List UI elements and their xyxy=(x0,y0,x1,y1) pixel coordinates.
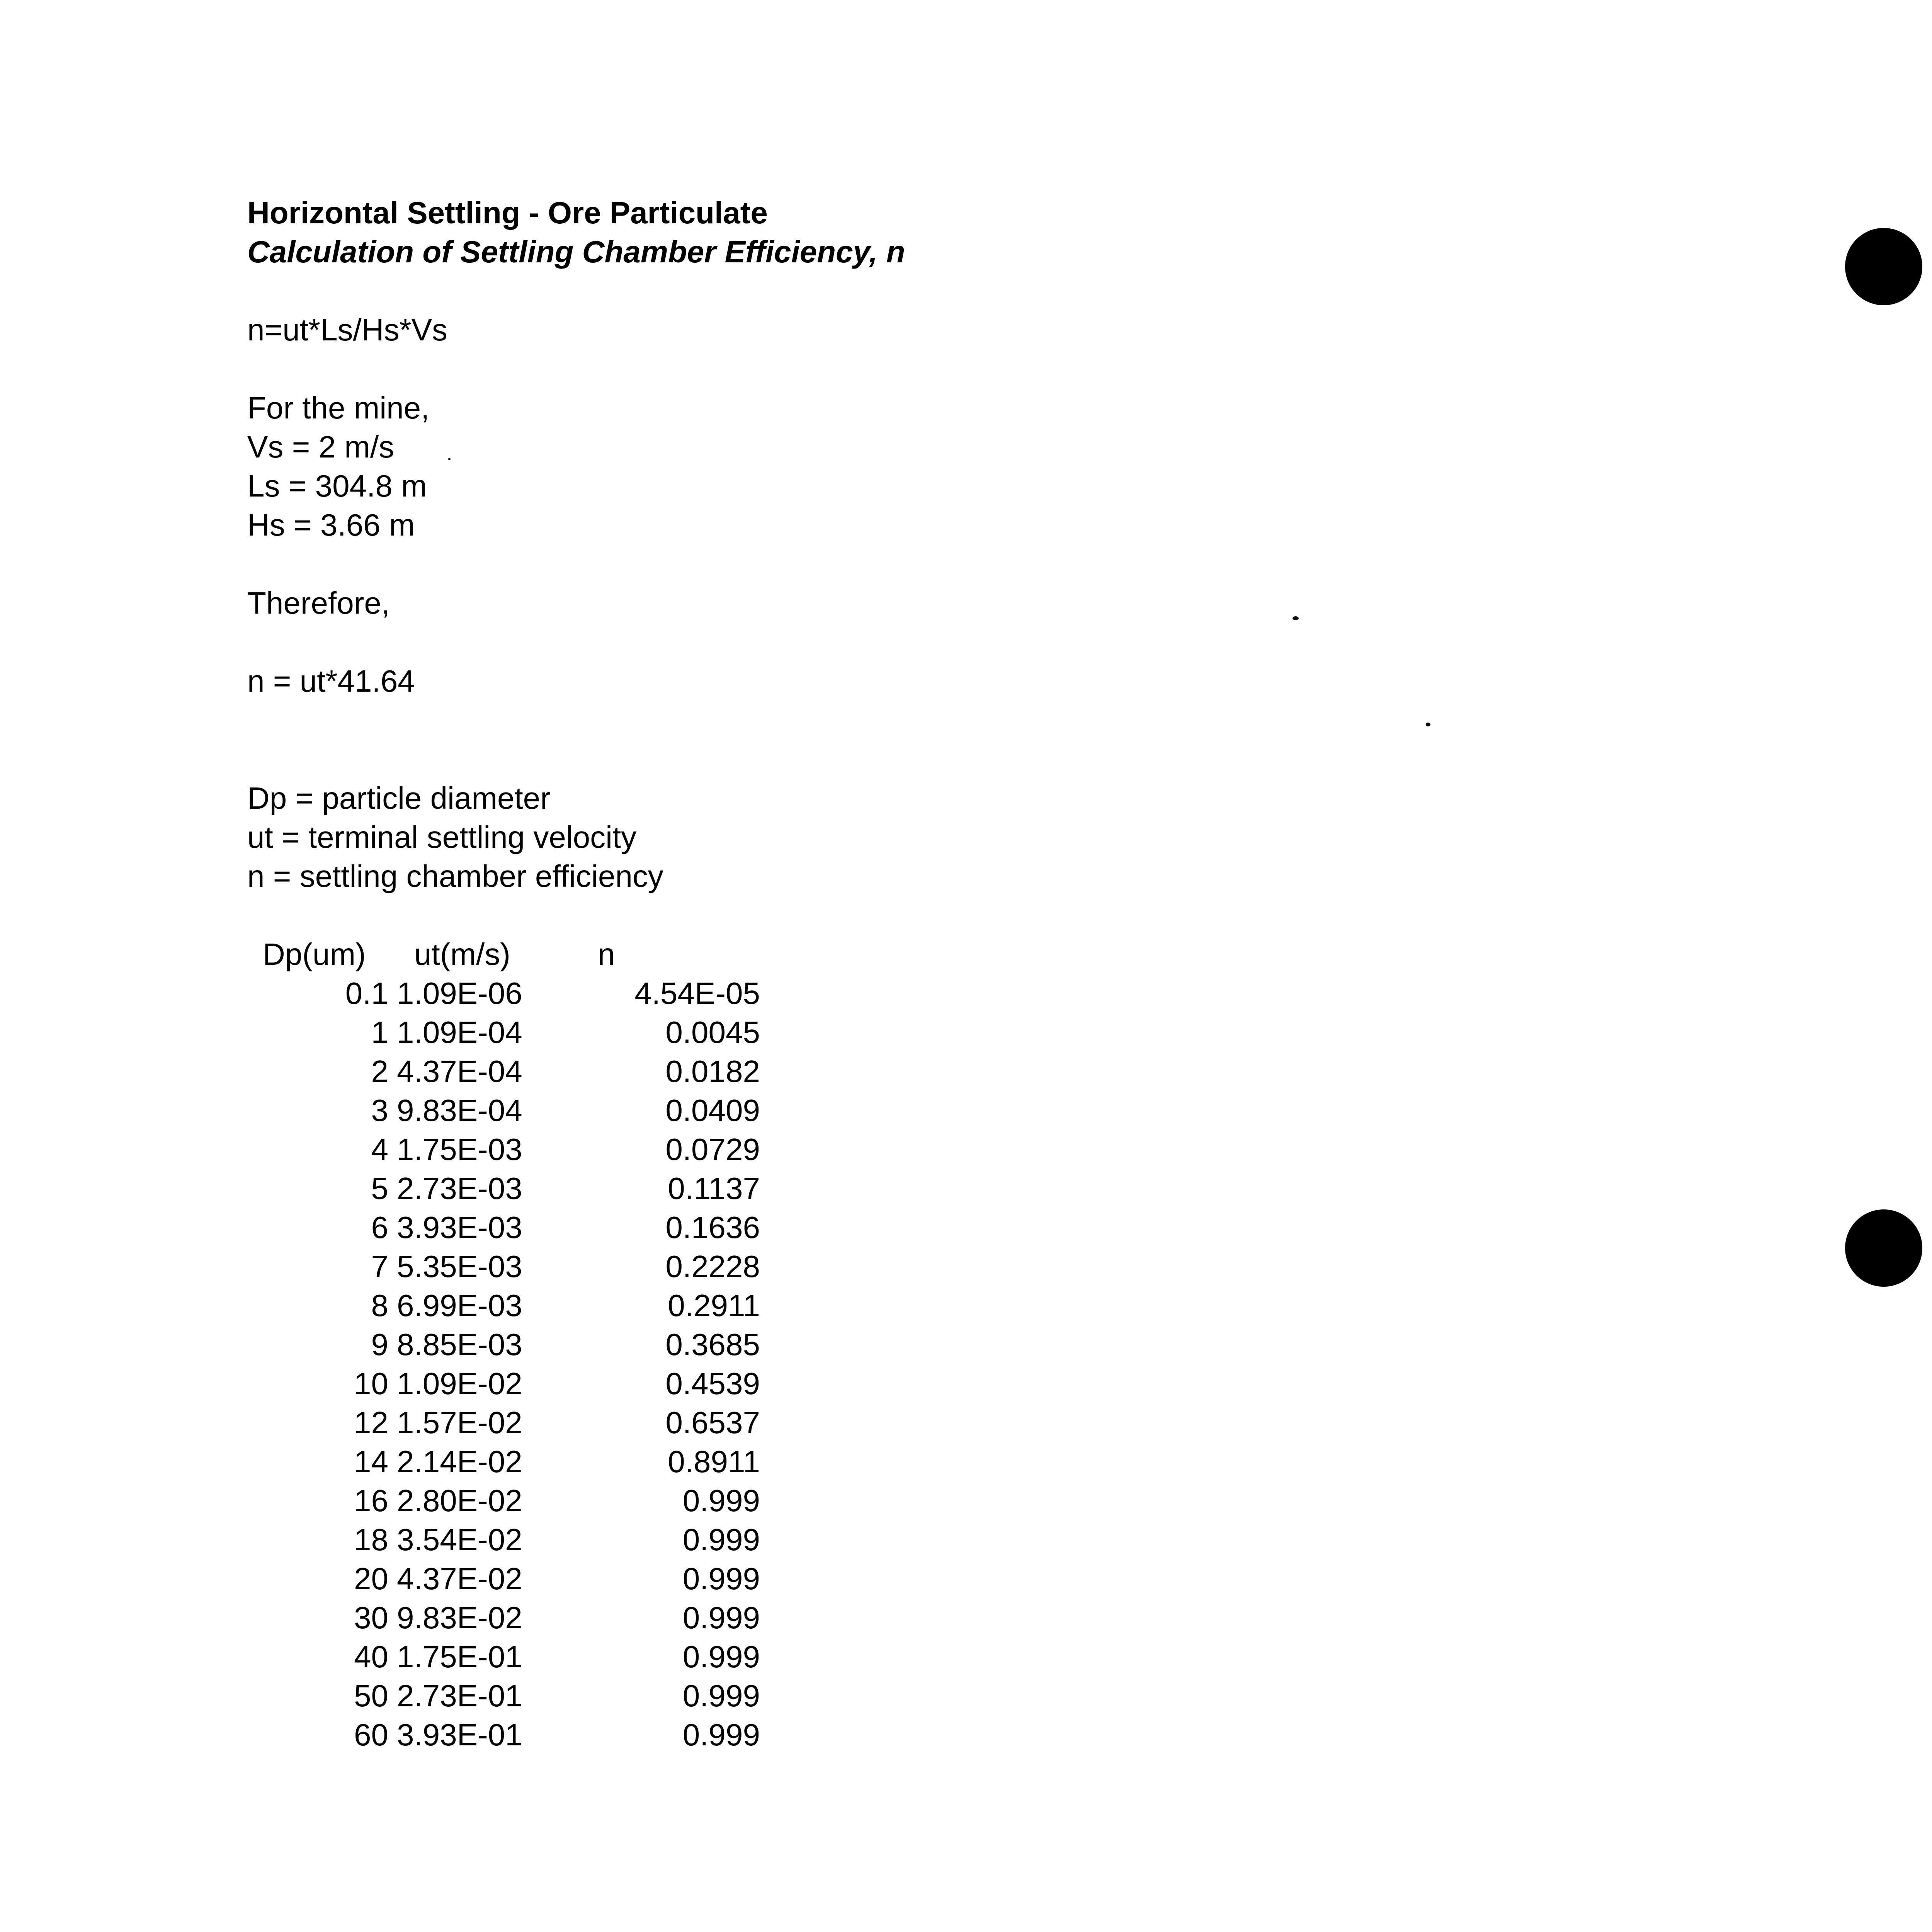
cell-dp: 6 xyxy=(371,1210,388,1245)
table-row xyxy=(247,1325,760,1364)
cell-dp: 18 xyxy=(354,1522,388,1557)
spacer xyxy=(247,896,1252,935)
cell-dp: 50 xyxy=(354,1679,388,1713)
cell-dp: 40 xyxy=(354,1639,388,1674)
cell-dp: 7 xyxy=(371,1249,388,1284)
cell-ut: 1.75E-03 xyxy=(397,1132,522,1167)
table-row xyxy=(247,974,760,1013)
cell-n: 0.2228 xyxy=(665,1249,760,1284)
cell-n: 0.999 xyxy=(682,1522,760,1557)
table-row xyxy=(247,1247,760,1286)
cell-n: 0.2911 xyxy=(668,1288,760,1323)
spacer xyxy=(247,701,1252,779)
spacer xyxy=(247,544,1252,583)
efficiency-formula: n=ut*Ls/Hs*Vs xyxy=(247,313,448,347)
cell-n: 0.999 xyxy=(682,1561,760,1596)
given-hs: Hs = 3.66 m xyxy=(247,508,415,542)
cell-ut: 8.85E-03 xyxy=(397,1327,522,1362)
scan-speck xyxy=(1426,723,1430,726)
cell-ut: 6.99E-03 xyxy=(397,1288,522,1323)
cell-ut: 4.37E-04 xyxy=(397,1054,522,1088)
cell-dp: 60 xyxy=(354,1718,388,1752)
definition-dp: Dp = particle diameter xyxy=(247,781,551,815)
cell-n: 0.0729 xyxy=(665,1132,760,1167)
table-header-row xyxy=(247,935,760,974)
given-ls: Ls = 304.8 m xyxy=(247,469,427,503)
binder-hole xyxy=(1845,228,1922,305)
document-content xyxy=(247,193,1252,1754)
table-row xyxy=(247,1442,760,1481)
cell-n: 0.0409 xyxy=(665,1093,760,1128)
cell-ut: 2.80E-02 xyxy=(397,1483,522,1518)
cell-ut: 2.73E-01 xyxy=(397,1679,522,1713)
cell-ut: 9.83E-04 xyxy=(397,1093,522,1128)
result-formula: n = ut*41.64 xyxy=(247,664,415,698)
binder-hole xyxy=(1845,1209,1922,1287)
cell-n: 0.8911 xyxy=(668,1444,760,1479)
table-row xyxy=(247,1715,760,1754)
cell-dp: 16 xyxy=(354,1483,388,1518)
cell-n: 0.3685 xyxy=(665,1327,760,1362)
cell-ut: 2.73E-03 xyxy=(397,1171,522,1206)
cell-ut: 4.37E-02 xyxy=(397,1561,522,1596)
cell-ut: 1.75E-01 xyxy=(397,1639,522,1674)
column-header-ut: ut(m/s) xyxy=(414,937,510,971)
cell-dp: 1 xyxy=(371,1015,388,1049)
spacer xyxy=(247,622,1252,662)
cell-n: 0.1137 xyxy=(668,1171,760,1206)
table-row xyxy=(247,1013,760,1052)
cell-ut: 1.09E-06 xyxy=(397,976,522,1010)
cell-dp: 14 xyxy=(354,1444,388,1479)
document-title: Horizontal Settling - Ore Particulate xyxy=(247,196,768,230)
spacer xyxy=(247,349,1252,388)
scan-speck xyxy=(448,458,451,460)
table-row xyxy=(247,1598,760,1637)
cell-dp: 4 xyxy=(371,1132,388,1167)
cell-n: 0.6537 xyxy=(665,1405,760,1440)
cell-dp: 30 xyxy=(354,1600,388,1635)
cell-dp: 12 xyxy=(354,1405,388,1440)
definition-n: n = settling chamber efficiency xyxy=(247,859,663,893)
table-row xyxy=(247,1481,760,1520)
cell-n: 0.999 xyxy=(682,1639,760,1674)
column-header-n: n xyxy=(598,937,615,971)
table-row xyxy=(247,1559,760,1598)
efficiency-table xyxy=(247,935,760,1754)
cell-n: 4.54E-05 xyxy=(634,976,760,1010)
definition-ut: ut = terminal settling velocity xyxy=(247,820,637,854)
column-header-dp: Dp(um) xyxy=(263,937,366,971)
table-row xyxy=(247,1052,760,1091)
table-row xyxy=(247,1520,760,1559)
cell-ut: 1.57E-02 xyxy=(397,1405,522,1440)
cell-n: 0.999 xyxy=(682,1679,760,1713)
table-row xyxy=(247,1169,760,1208)
document-subtitle: Calculation of Settling Chamber Efficiency, n xyxy=(247,235,905,269)
cell-n: 0.0045 xyxy=(665,1015,760,1049)
cell-dp: 5 xyxy=(371,1171,388,1206)
table-row xyxy=(247,1091,760,1130)
cell-ut: 3.93E-01 xyxy=(397,1718,522,1752)
cell-ut: 2.14E-02 xyxy=(397,1444,522,1479)
cell-ut: 1.09E-04 xyxy=(397,1015,522,1049)
cell-n: 0.999 xyxy=(682,1483,760,1518)
cell-n: 0.999 xyxy=(682,1600,760,1635)
table-row xyxy=(247,1130,760,1169)
cell-n: 0.1636 xyxy=(665,1210,760,1245)
cell-ut: 3.93E-03 xyxy=(397,1210,522,1245)
cell-ut: 9.83E-02 xyxy=(397,1600,522,1635)
cell-ut: 1.09E-02 xyxy=(397,1366,522,1401)
table-row xyxy=(247,1637,760,1676)
cell-n: 0.4539 xyxy=(665,1366,760,1401)
therefore-text: Therefore, xyxy=(247,586,390,620)
table-body xyxy=(247,974,760,1754)
cell-dp: 10 xyxy=(354,1366,388,1401)
cell-dp: 20 xyxy=(354,1561,388,1596)
table-row xyxy=(247,1364,760,1403)
cell-ut: 3.54E-02 xyxy=(397,1522,522,1557)
scan-speck xyxy=(1293,616,1299,620)
table-row xyxy=(247,1403,760,1442)
cell-n: 0.0182 xyxy=(665,1054,760,1088)
cell-dp: 8 xyxy=(371,1288,388,1323)
cell-dp: 3 xyxy=(371,1093,388,1128)
cell-dp: 9 xyxy=(371,1327,388,1362)
cell-ut: 5.35E-03 xyxy=(397,1249,522,1284)
spacer xyxy=(247,271,1252,310)
mine-intro: For the mine, xyxy=(247,391,430,425)
given-vs: Vs = 2 m/s xyxy=(247,430,395,464)
cell-n: 0.999 xyxy=(682,1718,760,1752)
table-row xyxy=(247,1208,760,1247)
table-row xyxy=(247,1286,760,1325)
cell-dp: 2 xyxy=(371,1054,388,1088)
cell-dp: 0.1 xyxy=(345,976,388,1010)
table-row xyxy=(247,1676,760,1715)
